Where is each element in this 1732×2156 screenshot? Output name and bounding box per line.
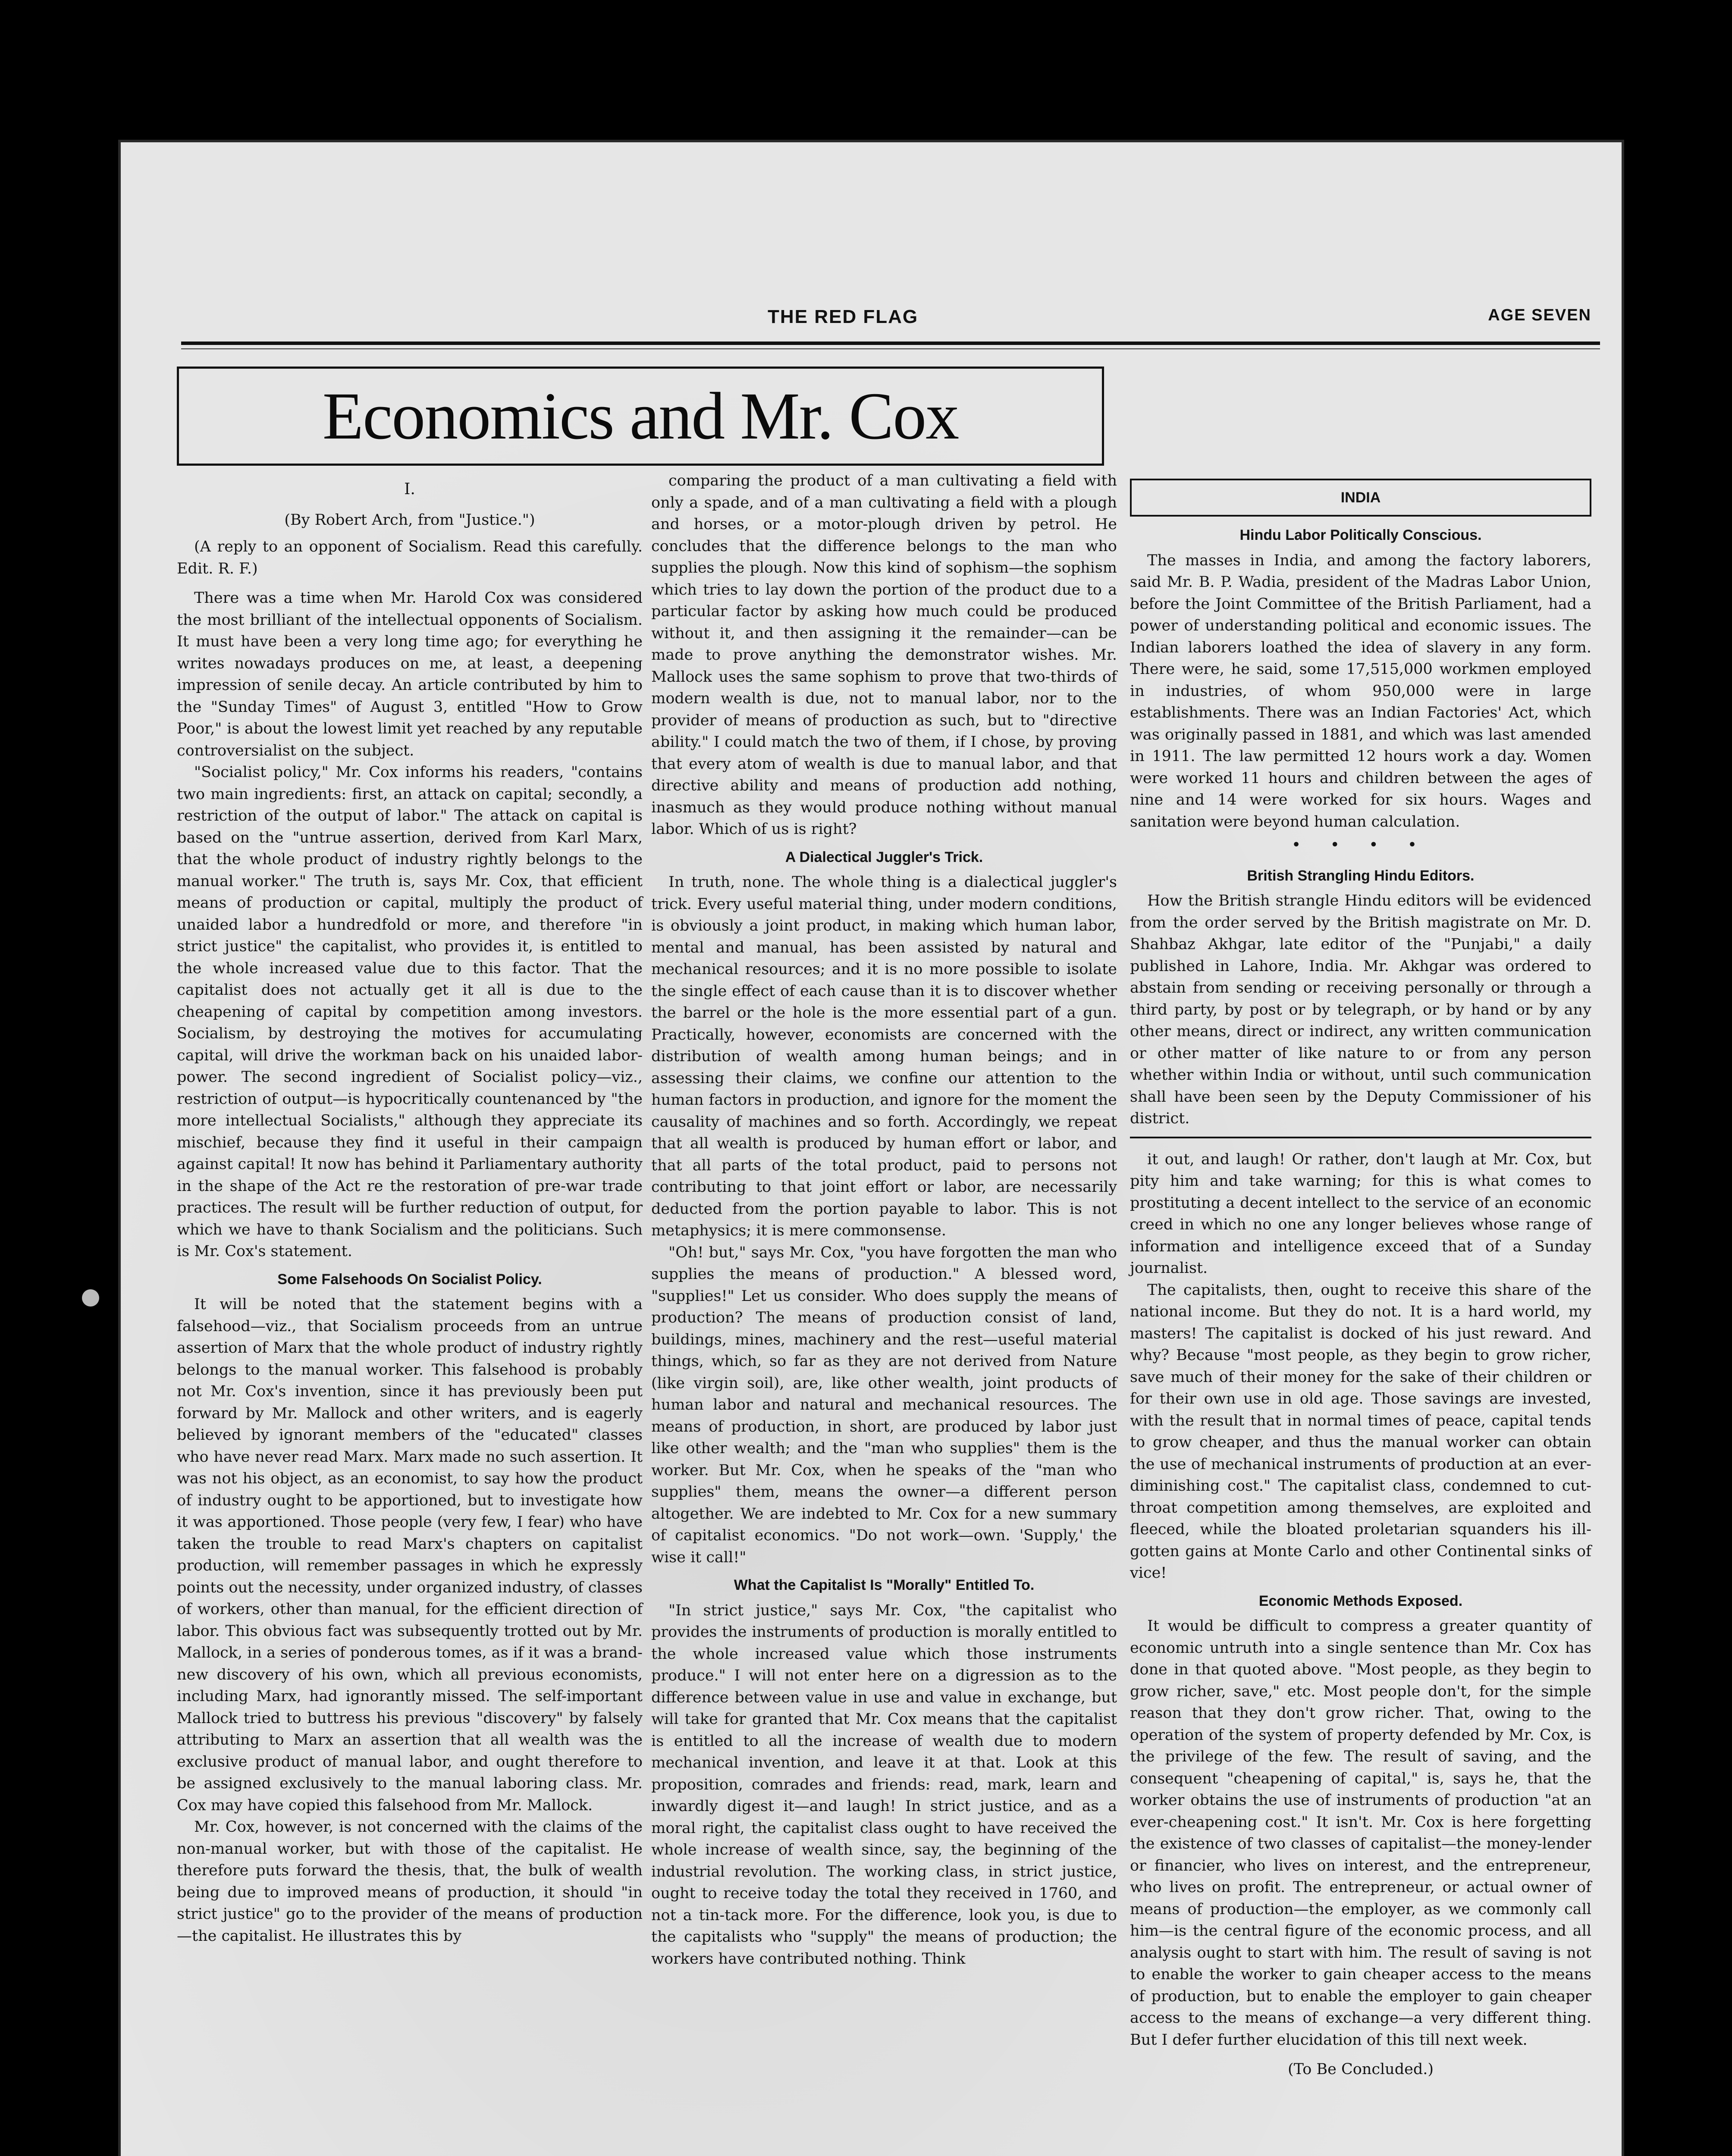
headline: Economics and Mr. Cox (322, 379, 959, 453)
header-rule-thin (181, 348, 1600, 349)
paragraph: Mr. Cox, however, is not concerned with the claims of the non-manual worker, but with those of the capitalist. He therefore puts forward the thesis, that, the bulk of wealth being due to improved means of production, it should "in strict justice" go to the provider of the means of production—the capitalist. He illustrates this by (177, 1818, 643, 1945)
paragraph: "In strict justice," says Mr. Cox, "the capitalist who provides the instruments of production is morally entitled to the whole increased value which those instruments produce." I will not enter here on a digression as to the difference between value in use and value in exchange, but will take for granted that Mr. Cox means that the capitalist is entitled to all the increase of wealth due to modern mechanical invention, and leave it at that. Look at this proposition, comrades and friends: read, mark, learn and inwardly digest it—and laugh! In strict justice, and as a moral right, the capitalist class ought to have received the whole increase of wealth since, say, the beginning of the industrial revolution. The working class, in strict justice, ought to receive today the total they received in 1760, and not a tin-tack more. For the difference, look you, is due to the capitalists who "supply" the means of production; the workers have contributed nothing. Think (651, 1601, 1117, 1968)
paragraph: In truth, none. The whole thing is a dialectical juggler's trick. Every useful material thing, under modern conditions, is obviously a joint product, in making which human labor, mental and manual, has been assisted by natural and mechanical resources; and it is no more possible to isolate the single effect of each cause than it is to discover whether the barrel or the hole is the more essential part of a gun. Practically, however, economists are concerned with the distribution of wealth among human beings; and in assessing their claims, we confine our attention to the human factors in production, and ignore for the moment the causality of machines and so forth. Accordingly, we repeat that all wealth is produced by human effort or labor, and that all parts of the total product, paid to persons not contributing to that joint effort or labor, are necessarily deducted from the portion payable to labor. This is not metaphysics; it is mere commonsense. (651, 874, 1117, 1239)
to-be-concluded: (To Be Concluded.) (1287, 2061, 1434, 2078)
headline-box (177, 367, 1104, 466)
newspaper-page (121, 142, 1622, 2156)
subheading: Hindu Labor Politically Conscious. (1239, 527, 1482, 543)
column-1 (177, 479, 643, 1947)
paragraph: "Oh! but," says Mr. Cox, "you have forgotten the man who supplies the means of production." A blessed word, "supplies!" Let us consider. Who does supply the means of production? The means of production consist of land, buildings, mines, machinery and the rest—useful material things, which, so far as they are not derived from Nature (like virgin soil), are, like other wealth, joint products of human labor and natural and mechanical resources. The means of production, in short, are produced by labor just like other wealth; and the "man who supplies" them is the worker. But Mr. Cox, when he speaks of the "man who supplies" them, means the owner—a different person altogether. We are indebted to Mr. Cox for a new summary of capitalist economics. "Do not work—own. 'Supply,' the wise it call!" (651, 1244, 1117, 1566)
column-3 (1130, 479, 1591, 2081)
subheading: British Strangling Hindu Editors. (1247, 867, 1475, 884)
byline: (By Robert Arch, from "Justice.") (284, 511, 535, 529)
paragraph: It will be noted that the statement begins with a falsehood—viz., that Socialism proceeds from an untrue assertion of Marx that the whole product of industry rightly belongs to the manual worker. This falsehood is probably not Mr. Cox's invention, since it has previously been put forward by Mr. Mallock and other writers, and is eagerly believed by ignorant members of the "educated" classes who have never read Marx. Marx made no such assertion. It was not his object, as an economist, to say how the product of industry ought to be apportioned, but to investigate how it was apportioned. Those people (very few, I fear) who have taken the trouble to read Marx's chapters on capitalist production, will remember passages in which he expressly points out the necessity, under organized industry, of classes of workers, other than manual, for the efficient direction of labor. This obvious fact was subsequently trotted out by Mr. Mallock, in a series of ponderous tomes, as if it was a brand-new discovery of his own, which all previous economists, including Marx, had ignorantly missed. The self-important Mallock tried to buttress his previous "discovery" by falsely attributing to Marx an assertion that all wealth was the exclusive product of manual labor, and ought therefore to be assigned exclusively to the manual laboring class. Mr. Cox may have copied this falsehood from Mr. Mallock. (177, 1296, 643, 1814)
paragraph: The capitalists, then, ought to receive this share of the national income. But they do not. It is a hard world, my masters! The capitalist is docked of his just reward. And why? Because "most people, as they begin to grow richer, save much of their money for the sake of their children or for their own use in old age. Those savings are invested, with the result that in normal times of peace, capital tends to grow cheaper, and thus the manual worker can obtain the use of mechanical instruments of production at an ever-diminishing cost." The capitalist class, condemned to cut-throat competition among themselves, are exploited and fleeced, while the bloated proletarian squanders his ill-gotten gains at Monte Carlo and other Continental sinks of vice! (1130, 1281, 1591, 1582)
paragraph: It would be difficult to compress a greater quantity of economic untruth into a single sentence than Mr. Cox has done in that quoted above. "Most people, as they begin to grow richer, save," etc. Most people don't, for the simple reason that they don't grow richer. That, owing to the operation of the system of property defended by Mr. Cox, is the privilege of the few. The result of saving, and the consequent "cheapening of capital," is, says he, that the worker obtains the use of instruments of production "at an ever-cheapening cost." It isn't. Mr. Cox is here forgetting the existence of two classes of capitalist—the money-lender or financier, who lives on interest, and the entrepreneur, who lives on profit. The entrepreneur, or actual owner of means of production—the employer, as we commonly call him—is the central figure of the economic process, and all analysis ought to start with him. The result of saving is not to enable the worker to gain cheaper access to the means of production, but to enable the employer to gain cheaper access to the means of exchange—a very different thing. But I defer further elucidation of this till next week. (1130, 1617, 1591, 2049)
paragraph: comparing the product of a man cultivating a field with only a spade, and of a man cultivating a field with a plough and horses, or a motor-plough driven by petrol. He concludes that the difference belongs to the man who supplies the plough. Now this kind of sophism—the sophism which tries to lay down the portion of the product due to a particular factor by asking how much could be produced without it, and then assigning it the remainder—can be made to prove anything the demonstrator wishes. Mr. Mallock uses the same sophism to prove that two-thirds of modern wealth is due, not to manual labor, nor to the provider of means of production as such, but to "directive ability." I could match the two of them, if I chose, by proving that every atom of wealth is due to manual labor, and that directive ability and means of production add nothing, inasmuch as they would produce nothing without manual labor. Which of us is right? (651, 472, 1117, 838)
subheading: Economic Methods Exposed. (1258, 1592, 1463, 1609)
running-title: THE RED FLAG (768, 306, 919, 327)
subheading: What the Capitalist Is "Morally" Entitled To. (734, 1577, 1035, 1593)
part-number: I. (404, 480, 415, 498)
page-header (121, 306, 1622, 341)
paragraph: How the British strangle Hindu editors will be evidenced from the order served by the British magistrate on Mr. D. Shahbaz Akhgar, late editor of the "Punjabi," a daily published in Lahore, India. Mr. Akhgar was ordered to abstain from sending or receiving personally or through a third party, by post or by telegraph, or by hand or by any other means, direct or indirect, any written communication or other matter of like nature to or from any person whether within India or without, until such communication shall have been seen by the Deputy Commissioner of his district. (1130, 892, 1591, 1127)
india-section-label: INDIA (1340, 489, 1381, 506)
section-divider (1130, 1137, 1591, 1138)
paragraph: it out, and laugh! Or rather, don't laugh at Mr. Cox, but pity him and take warning; for this is what comes to prostituting a decent intellect to the service of an economic creed in which no one any longer believes whose range of information and intelligence exceed that of a Sunday journalist. (1130, 1150, 1591, 1277)
column-2 (651, 470, 1117, 1970)
editor-note: (A reply to an opponent of Socialism. Read this carefully. Edit. R. F.) (177, 538, 643, 577)
paragraph: There was a time when Mr. Harold Cox was considered the most brilliant of the intellectual opponents of Socialism. It must have been a very long time ago; for everything he writes nowadays produces on me, at least, a deepening impression of senile decay. An article contributed by him to the "Sunday Times" of August 3, entitled "How to Grow Poor," is about the lowest limit yet reached by any reputable controversialist on the subject. (177, 589, 643, 759)
india-section-box (1130, 479, 1591, 517)
paragraph: "Socialist policy," Mr. Cox informs his readers, "contains two main ingredients: first, an attack on capital; secondly, a restriction of the output of labor." The attack on capital is based on the "untrue assertion, derived from Karl Marx, that the whole product of industry rightly belongs to the manual worker." The truth is, says Mr. Cox, that efficient means of production or capital, multiply the product of unaided labor a hundredfold or more, and therefore "in strict justice" the capitalist, who provides it, is entitled to the whole increased value due to this factor. That the capitalist does not actually get it all is due to the cheapening of capital by competition among investors. Socialism, by destroying the motives for accumulating capital, will drive the workman back on his unaided labor-power. The second ingredient of Socialist policy—viz., restriction of output—is hypocritically countenanced by "the more intellectual Socialists," although they appreciate its mischief, because they find it useful in their campaign against capital! It now has behind it Parliamentary authority in the shape of the Act re the restoration of pre-war trade practices. The result will be further reduction of output, for which we have to thank Socialism and the politicians. Such is Mr. Cox's statement. (177, 764, 643, 1260)
subheading: A Dialectical Juggler's Trick. (785, 849, 983, 865)
page-number: AGE SEVEN (1488, 306, 1591, 324)
paragraph: The masses in India, and among the factory laborers, said Mr. B. P. Wadia, president of the Madras Labor Union, before the Joint Committee of the British Parliament, had a power of understanding political and economic issues. The Indian laborers loathed the idea of slavery in any form. There were, he said, some 17,515,000 workmen employed in industries, of whom 950,000 were in large establishments. There was an Indian Factories' Act, which was originally passed in 1881, and which was last amended in 1911. The law permitted 12 hours work a day. Women were worked 11 hours and children between the ages of nine and 14 were worked for six hours. Wages and sanitation were beyond human calculation. (1130, 552, 1591, 830)
header-rule (181, 342, 1600, 345)
section-dots: • • • • (1292, 837, 1430, 852)
scan-artifact (82, 1289, 99, 1307)
subheading: Some Falsehoods On Socialist Policy. (277, 1271, 542, 1288)
